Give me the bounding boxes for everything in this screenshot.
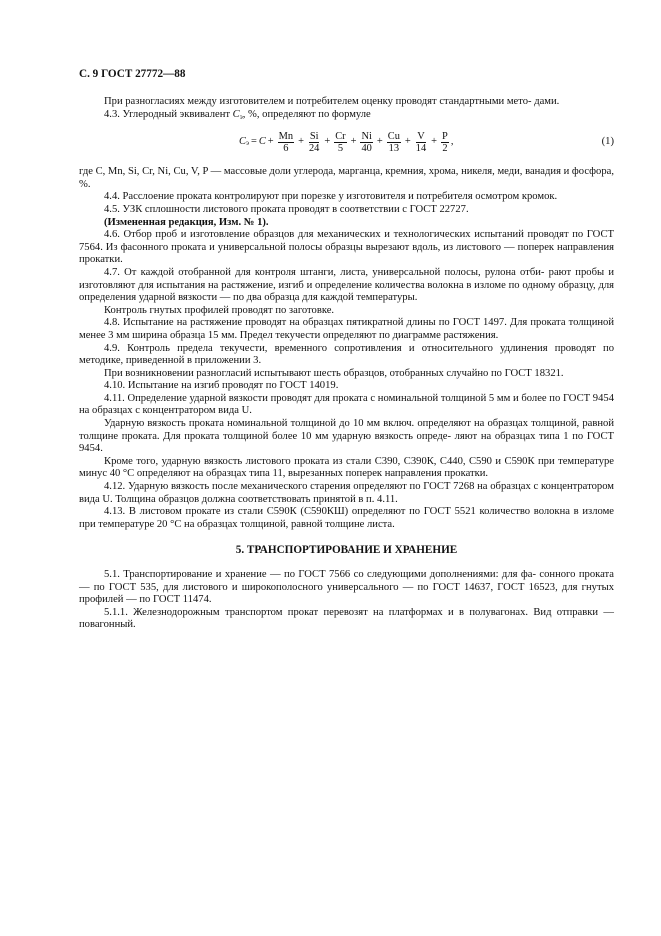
amendment-note: (Измененная редакция, Изм. № 1). xyxy=(104,216,269,228)
numerator: Cu xyxy=(387,131,400,143)
formula-expression: С э = С + $\frac{Mn}{6}$ + $\frac{Si}{24}$ + $\frac{Cr}{5}$ + $\frac{Ni}{40}$ + $\frac{Cu}{13}$ + $\frac{V}{14}$ + $\frac{P}{2}$ , xyxy=(239,131,454,155)
paragraph: 4.8. Испытание на растяжение проводят на образцах пятикратной длины по ГОСТ 1497. Для проката толщиной менее 3 мм ширина образца 15 мм. Предел текучести определяют по диаграмме растяжения. xyxy=(79,317,614,341)
paragraph: 4.6. Отбор проб и изготовление образцов для механических и технологических испытаний проводят по ГОСТ 7564. Из фасонного проката и универсальной полосы образцы вырезают вдоль, из листового — поперек направления прокатки. xyxy=(79,229,614,266)
formula-lhs: С xyxy=(239,136,246,148)
denominator: 2 xyxy=(442,143,448,155)
denominator: 5 xyxy=(337,143,344,155)
subscript: э xyxy=(239,112,243,121)
paragraph-4-3 xyxy=(79,109,614,122)
formula-plus: + xyxy=(350,136,357,148)
paragraph: При возникновении разногласий испытывают шесть образцов, отобранных случайно по ГОСТ 18321. xyxy=(104,367,564,379)
formula-plus: + xyxy=(376,136,383,148)
fraction-v xyxy=(415,131,427,154)
formula-c: С xyxy=(258,136,266,148)
denominator: 13 xyxy=(388,143,400,155)
paragraph: 4.7. От каждой отобранной для контроля штанги, листа, универсальной полосы, рулона отби- рают пробы и изготовляют для испытания на растяжение, изгиб и определение количества волокна в изломе по одному образцу, для определения ударной вязкости — по два образца для каждой температуры. xyxy=(79,266,614,304)
paragraph: 4.13. В листовом прокате из стали С590К (С590КШ) определяют по ГОСТ 5521 количество волокна в изломе при температуре 20 °С на образцах толщиной, равной толщине листа. xyxy=(79,506,614,530)
formula-1 xyxy=(79,127,614,163)
fraction-si xyxy=(308,131,320,154)
numerator: Ni xyxy=(361,131,372,143)
formula-plus: + xyxy=(324,136,331,148)
paragraph: Кроме того, ударную вязкость листового проката из стали С390, С390К, С440, С590 и С590К при температуре минус 40 °С определяют на образцах типа 11, вырезанных поперек направления прокатки. xyxy=(79,455,614,480)
paragraph: 5.1. Транспортирование и хранение — по ГОСТ 7566 со следующими дополнениями: для фа- сонного проката — по ГОСТ 535, для листового и широкополосного универсального — по ГОСТ 14637, ГОСТ 16523, для гнутых профилей — по ГОСТ 11474. xyxy=(79,569,614,606)
fraction-ni xyxy=(360,131,372,154)
paragraph: 5.1.1. Железнодорожным транспортом прокат перевозят на платформах и в полувагонах. Вид отправки — повагонный. xyxy=(79,606,614,631)
paragraph: Ударную вязкость проката номинальной толщиной до 10 мм включ. определяют на образцах толщиной, равной толщине проката. Для проката толщиной более 10 мм ударную вязкость опреде- ляют на образцах типа 1 по ГОСТ 9454. xyxy=(79,418,614,455)
numerator: Mn xyxy=(278,131,294,143)
paragraph: где C, Mn, Si, Cr, Ni, Cu, V, P — массовые доли углерода, марганца, кремния, хрома, никеля, меди, ванадия и фосфора, %. xyxy=(79,166,614,190)
denominator: 24 xyxy=(308,143,320,155)
formula-plus: + xyxy=(431,136,438,148)
paragraph: 4.11. Определение ударной вязкости проводят для проката с номинальной толщиной 5 мм и более по ГОСТ 9454 на образцах с концентратором вида U. xyxy=(79,392,614,417)
formula-equals: = xyxy=(250,136,257,148)
paragraph: 4.4. Расслоение проката контролируют при порезке у изготовителя и потребителя осмотром кромок. xyxy=(104,191,558,203)
numerator: Si xyxy=(309,131,319,143)
denominator: 14 xyxy=(415,143,427,155)
paragraph: При разногласиях между изготовителем и потребителем оценку проводят стандартными мето- дами. xyxy=(104,96,560,107)
formula-plus: + xyxy=(404,136,411,148)
symbol: С xyxy=(232,108,240,120)
numerator: P xyxy=(442,131,448,143)
formula-plus: + xyxy=(298,136,304,148)
page-header: С. 9 ГОСТ 27772—88 xyxy=(79,68,186,80)
fraction-cr xyxy=(334,131,346,154)
fraction-p xyxy=(441,131,449,154)
fraction-cu xyxy=(387,131,401,154)
section-title: 5. ТРАНСПОРТИРОВАНИЕ И ХРАНЕНИЕ xyxy=(235,544,458,557)
paragraph: 4.12. Ударную вязкость после механического старения определяют по ГОСТ 7268 на образцах с концентратором вида U. Толщина образцов должна соответствовать принятой в п. 4.11. xyxy=(79,481,614,505)
formula-end: , xyxy=(450,136,454,148)
paragraph: 4.9. Контроль предела текучести, временного сопротивления и относительного удлинения проводят по методике, приведенной в приложении 3. xyxy=(79,342,614,367)
text-span: 4.3. Углеродный эквивалент xyxy=(104,108,233,120)
paragraph: Контроль гнутых профилей проводят по заготовке. xyxy=(104,304,335,316)
denominator: 40 xyxy=(361,143,372,155)
formula-plus: + xyxy=(267,136,274,148)
numerator: Cr xyxy=(335,131,346,143)
document-body xyxy=(79,96,614,632)
numerator: V xyxy=(417,131,425,143)
paragraph: 4.5. УЗК сплошности листового проката проводят в соответствии с ГОСТ 22727. xyxy=(104,203,469,215)
fraction-mn xyxy=(278,131,294,154)
text-span: , %, определяют по формуле xyxy=(242,108,371,120)
paragraph: 4.10. Испытание на изгиб проводят по ГОСТ 14019. xyxy=(104,380,339,392)
denominator: 6 xyxy=(283,143,289,155)
equation-number: (1) xyxy=(601,136,614,148)
